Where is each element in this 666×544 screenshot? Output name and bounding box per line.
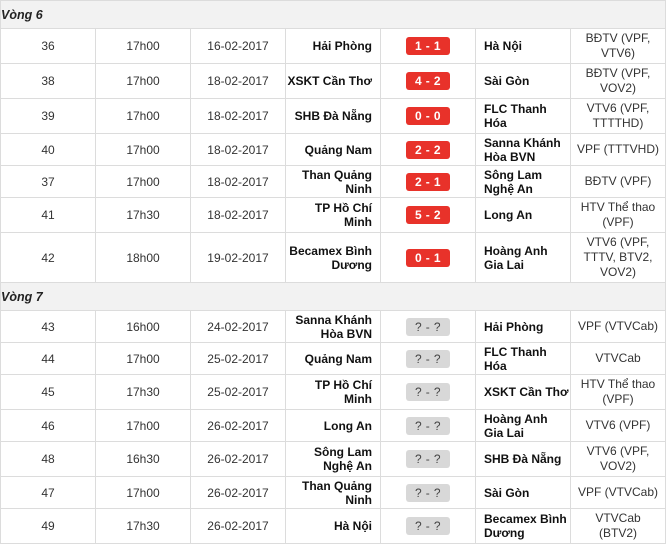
home-team[interactable]: SHB Đà Nẵng <box>286 99 381 134</box>
score-cell <box>381 134 476 166</box>
away-team[interactable]: Hà Nội <box>476 29 571 64</box>
table-row[interactable] <box>1 29 666 64</box>
match-date: 25-02-2017 <box>191 343 286 375</box>
broadcast-channels: VTV6 (VPF, TTTTHD) <box>571 99 666 134</box>
away-team[interactable]: XSKT Cần Thơ <box>476 375 571 410</box>
round-header-row <box>1 1 666 29</box>
table-row[interactable] <box>1 166 666 198</box>
table-row[interactable] <box>1 64 666 99</box>
score-cell <box>381 375 476 410</box>
broadcast-channels: HTV Thể thao (VPF) <box>571 375 666 410</box>
broadcast-channels: VPF (VTVCab) <box>571 311 666 343</box>
broadcast-channels: VTV6 (VPF) <box>571 410 666 442</box>
broadcast-channels: BĐTV (VPF) <box>571 166 666 198</box>
score-badge-pending[interactable]: ? - ? <box>406 350 450 368</box>
score-badge[interactable]: 0 - 0 <box>406 107 450 125</box>
table-row[interactable] <box>1 410 666 442</box>
match-date: 26-02-2017 <box>191 509 286 544</box>
match-number: 36 <box>1 29 96 64</box>
match-time: 17h00 <box>96 64 191 99</box>
away-team[interactable]: Becamex Bình Dương <box>476 509 571 544</box>
away-team[interactable]: Hoàng Anh Gia Lai <box>476 233 571 283</box>
score-badge[interactable]: 0 - 1 <box>406 249 450 267</box>
round-header-row <box>1 283 666 311</box>
match-number: 41 <box>1 198 96 233</box>
score-badge[interactable]: 5 - 2 <box>406 206 450 224</box>
match-date: 18-02-2017 <box>191 134 286 166</box>
broadcast-channels: VPF (TTTVHD) <box>571 134 666 166</box>
away-team[interactable]: Sông Lam Nghệ An <box>476 166 571 198</box>
score-badge-pending[interactable]: ? - ? <box>406 383 450 401</box>
score-badge[interactable]: 4 - 2 <box>406 72 450 90</box>
match-time: 17h00 <box>96 166 191 198</box>
table-row[interactable] <box>1 233 666 283</box>
away-team[interactable]: Long An <box>476 198 571 233</box>
score-badge-pending[interactable]: ? - ? <box>406 450 450 468</box>
score-cell <box>381 410 476 442</box>
broadcast-channels: BĐTV (VPF, VOV2) <box>571 64 666 99</box>
match-time: 17h00 <box>96 99 191 134</box>
match-time: 16h00 <box>96 311 191 343</box>
score-badge-pending[interactable]: ? - ? <box>406 318 450 336</box>
match-date: 19-02-2017 <box>191 233 286 283</box>
match-number: 47 <box>1 477 96 509</box>
match-date: 18-02-2017 <box>191 166 286 198</box>
table-row[interactable] <box>1 198 666 233</box>
score-cell <box>381 442 476 477</box>
match-time: 16h30 <box>96 442 191 477</box>
match-time: 17h30 <box>96 509 191 544</box>
score-badge[interactable]: 2 - 2 <box>406 141 450 159</box>
score-cell <box>381 311 476 343</box>
table-row[interactable] <box>1 442 666 477</box>
match-date: 24-02-2017 <box>191 311 286 343</box>
home-team[interactable]: Quảng Nam <box>286 134 381 166</box>
match-number: 38 <box>1 64 96 99</box>
score-cell <box>381 64 476 99</box>
score-badge-pending[interactable]: ? - ? <box>406 517 450 535</box>
home-team[interactable]: TP Hồ Chí Minh <box>286 198 381 233</box>
match-time: 18h00 <box>96 233 191 283</box>
match-number: 48 <box>1 442 96 477</box>
match-date: 16-02-2017 <box>191 29 286 64</box>
away-team[interactable]: FLC Thanh Hóa <box>476 343 571 375</box>
table-row[interactable] <box>1 509 666 544</box>
broadcast-channels: HTV Thể thao (VPF) <box>571 198 666 233</box>
score-cell <box>381 99 476 134</box>
score-cell <box>381 477 476 509</box>
match-date: 18-02-2017 <box>191 198 286 233</box>
away-team[interactable]: SHB Đà Nẵng <box>476 442 571 477</box>
table-row[interactable] <box>1 375 666 410</box>
score-badge[interactable]: 2 - 1 <box>406 173 450 191</box>
match-number: 42 <box>1 233 96 283</box>
round-title: Vòng 6 <box>1 1 666 29</box>
match-date: 26-02-2017 <box>191 410 286 442</box>
score-cell <box>381 509 476 544</box>
broadcast-channels: VTVCab (BTV2) <box>571 509 666 544</box>
table-row[interactable] <box>1 99 666 134</box>
match-number: 39 <box>1 99 96 134</box>
score-cell <box>381 198 476 233</box>
score-cell <box>381 233 476 283</box>
match-number: 43 <box>1 311 96 343</box>
home-team[interactable]: TP Hồ Chí Minh <box>286 375 381 410</box>
home-team[interactable]: XSKT Cần Thơ <box>286 64 381 99</box>
score-cell <box>381 343 476 375</box>
home-team[interactable]: Quảng Nam <box>286 343 381 375</box>
score-cell <box>381 166 476 198</box>
away-team[interactable]: Sài Gòn <box>476 64 571 99</box>
match-date: 18-02-2017 <box>191 64 286 99</box>
table-row[interactable] <box>1 477 666 509</box>
match-date: 26-02-2017 <box>191 477 286 509</box>
home-team[interactable]: Hà Nội <box>286 509 381 544</box>
match-date: 26-02-2017 <box>191 442 286 477</box>
score-badge[interactable]: 1 - 1 <box>406 37 450 55</box>
home-team[interactable]: Hải Phòng <box>286 29 381 64</box>
match-number: 37 <box>1 166 96 198</box>
match-date: 18-02-2017 <box>191 99 286 134</box>
broadcast-channels: BĐTV (VPF, VTV6) <box>571 29 666 64</box>
score-badge-pending[interactable]: ? - ? <box>406 417 450 435</box>
table-row[interactable] <box>1 311 666 343</box>
away-team[interactable]: Sài Gòn <box>476 477 571 509</box>
match-number: 45 <box>1 375 96 410</box>
match-number: 49 <box>1 509 96 544</box>
table-row[interactable] <box>1 134 666 166</box>
broadcast-channels: VPF (VTVCab) <box>571 477 666 509</box>
home-team[interactable]: Sanna Khánh Hòa BVN <box>286 311 381 343</box>
match-time: 17h00 <box>96 477 191 509</box>
match-time: 17h00 <box>96 343 191 375</box>
home-team[interactable]: Becamex Bình Dương <box>286 233 381 283</box>
match-date: 25-02-2017 <box>191 375 286 410</box>
away-team[interactable]: Hoàng Anh Gia Lai <box>476 410 571 442</box>
match-time: 17h00 <box>96 134 191 166</box>
match-time: 17h30 <box>96 375 191 410</box>
table-row[interactable] <box>1 343 666 375</box>
away-team[interactable]: Hải Phòng <box>476 311 571 343</box>
match-time: 17h30 <box>96 198 191 233</box>
broadcast-channels: VTV6 (VPF, VOV2) <box>571 442 666 477</box>
match-number: 40 <box>1 134 96 166</box>
home-team[interactable]: Long An <box>286 410 381 442</box>
round-title: Vòng 7 <box>1 283 666 311</box>
home-team[interactable]: Sông Lam Nghệ An <box>286 442 381 477</box>
match-time: 17h00 <box>96 410 191 442</box>
home-team[interactable]: Than Quảng Ninh <box>286 477 381 509</box>
broadcast-channels: VTV6 (VPF, TTTV, BTV2, VOV2) <box>571 233 666 283</box>
match-number: 44 <box>1 343 96 375</box>
score-badge-pending[interactable]: ? - ? <box>406 484 450 502</box>
away-team[interactable]: FLC Thanh Hóa <box>476 99 571 134</box>
match-time: 17h00 <box>96 29 191 64</box>
home-team[interactable]: Than Quảng Ninh <box>286 166 381 198</box>
broadcast-channels: VTVCab <box>571 343 666 375</box>
away-team[interactable]: Sanna Khánh Hòa BVN <box>476 134 571 166</box>
score-cell <box>381 29 476 64</box>
match-number: 46 <box>1 410 96 442</box>
